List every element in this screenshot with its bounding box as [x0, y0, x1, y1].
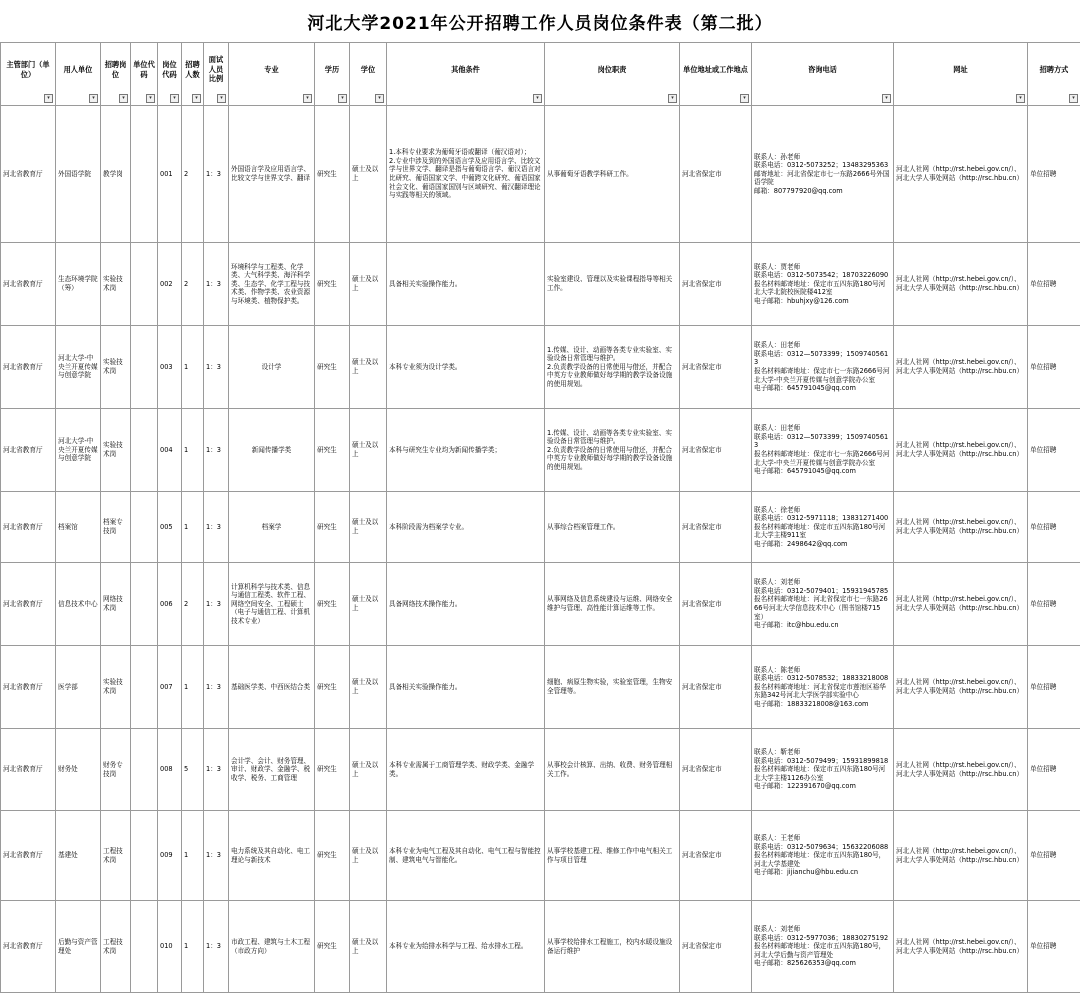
cell-duty: 1.传媒、设计、动画等各类专业实验室、实验设备日常管理与维护。 2.负责教学设备的日常使用与借还，并配合中英方专业教师做好每学期的教学设备设施的使用规划。 [545, 326, 680, 409]
cell-duty: 从事葡萄牙语教学科研工作。 [545, 106, 680, 243]
cell-major: 新闻传播学类 [229, 409, 315, 492]
cell-ratio: 1：3 [204, 901, 229, 993]
dropdown-arrow-icon[interactable]: ▾ [89, 94, 98, 103]
column-header [387, 43, 545, 106]
cell-duty: 从事综合档案管理工作。 [545, 492, 680, 563]
cell-ratio: 1：3 [204, 811, 229, 901]
column-header-label: 面试人员比例 [208, 55, 224, 84]
cell-post-code: 002 [158, 243, 182, 326]
cell-count: 1 [182, 646, 204, 729]
cell-duty: 从事校会计核算、出纳、收费、财务管理相关工作。 [545, 729, 680, 811]
cell-edu: 研究生 [315, 729, 350, 811]
dropdown-arrow-icon[interactable]: ▾ [146, 94, 155, 103]
cell-addr: 河北省保定市 [680, 646, 752, 729]
dropdown-arrow-icon[interactable]: ▾ [1016, 94, 1025, 103]
cell-method: 单位招聘 [1028, 729, 1080, 811]
table-row [1, 563, 1080, 646]
cell-major: 计算机科学与技术类、信息与通信工程类、软件工程、网络空间安全、工程硕士（电子与通信工程、计算机技术专业） [229, 563, 315, 646]
cell-dept: 河北省教育厅 [1, 106, 56, 243]
cell-count: 2 [182, 563, 204, 646]
cell-site: 河北人社网（http://rst.hebei.gov.cn/）、河北大学人事处网站（http://rsc.hbu.cn） [894, 646, 1028, 729]
cell-site: 河北人社网（http://rst.hebei.gov.cn/）、河北大学人事处网站（http://rsc.hbu.cn） [894, 901, 1028, 993]
column-header [350, 43, 387, 106]
cell-phone: 联系人：田老师 联系电话：0312—5073399；15097405613 报名材料邮寄地址：保定市七一东路2666号河北大学-中央兰开夏传媒与创意学院办公室 电子邮箱：645791045@qq.com [752, 326, 894, 409]
cell-unit: 档案馆 [56, 492, 101, 563]
cell-dept: 河北省教育厅 [1, 563, 56, 646]
column-header-label: 网址 [953, 64, 968, 74]
cell-phone: 联系人：徐老师 联系电话：0312-5971118；13831271400 报名材料邮寄地址：保定市五四东路180号河北大学主楼911室 电子邮箱：2498642@qq.com [752, 492, 894, 563]
cell-post: 财务专技岗 [101, 729, 131, 811]
cell-site: 河北人社网（http://rst.hebei.gov.cn/）、河北大学人事处网站（http://rsc.hbu.cn） [894, 811, 1028, 901]
cell-post-code: 009 [158, 811, 182, 901]
cell-other: 1.本科专业要求为葡萄牙语或翻译（葡汉语对）； 2.专业中涉及到的外国语言学及应用语言学、比较文学与世界文学、翻译是指与葡萄语言学、葡汉语言对比研究、葡语国家文学、中葡跨文化研究、葡语国家社会文化、葡语国家国别与区域研究、葡汉翻译理论与实践等相关的领域。 [387, 106, 545, 243]
cell-unit-code [131, 646, 158, 729]
cell-unit-code [131, 729, 158, 811]
dropdown-arrow-icon[interactable]: ▾ [1069, 94, 1078, 103]
cell-degree: 硕士及以上 [350, 106, 387, 243]
cell-count: 5 [182, 729, 204, 811]
column-header-label: 其他条件 [451, 64, 480, 74]
dropdown-arrow-icon[interactable]: ▾ [740, 94, 749, 103]
cell-major: 外国语言学及应用语言学、比较文学与世界文学、翻译 [229, 106, 315, 243]
column-header [204, 43, 229, 106]
cell-post: 工程技术岗 [101, 901, 131, 993]
column-header-label: 咨询电话 [808, 64, 837, 74]
cell-duty: 实验室建设、管理以及实验课程指导等相关工作。 [545, 243, 680, 326]
cell-other: 具备网络技术操作能力。 [387, 563, 545, 646]
cell-edu: 研究生 [315, 901, 350, 993]
cell-post: 实验技术岗 [101, 409, 131, 492]
cell-unit-code [131, 326, 158, 409]
cell-unit-code [131, 901, 158, 993]
cell-unit: 外国语学院 [56, 106, 101, 243]
dropdown-arrow-icon[interactable]: ▾ [170, 94, 179, 103]
cell-degree: 硕士及以上 [350, 409, 387, 492]
cell-unit: 财务处 [56, 729, 101, 811]
cell-site: 河北人社网（http://rst.hebei.gov.cn/）、河北大学人事处网站（http://rsc.hbu.cn） [894, 106, 1028, 243]
cell-count: 1 [182, 326, 204, 409]
cell-ratio: 1：3 [204, 646, 229, 729]
cell-count: 1 [182, 811, 204, 901]
cell-edu: 研究生 [315, 326, 350, 409]
cell-ratio: 1：3 [204, 563, 229, 646]
cell-unit-code [131, 563, 158, 646]
cell-post-code: 006 [158, 563, 182, 646]
cell-unit-code [131, 409, 158, 492]
cell-post: 实验技术岗 [101, 326, 131, 409]
cell-unit: 信息技术中心 [56, 563, 101, 646]
column-header-label: 学位 [360, 64, 376, 74]
cell-addr: 河北省保定市 [680, 106, 752, 243]
cell-unit: 河北大学-中央兰开夏传媒与创意学院 [56, 409, 101, 492]
cell-edu: 研究生 [315, 409, 350, 492]
column-header [680, 43, 752, 106]
column-header-label: 岗位职责 [597, 64, 627, 74]
dropdown-arrow-icon[interactable]: ▾ [303, 94, 312, 103]
cell-ratio: 1：3 [204, 326, 229, 409]
cell-dept: 河北省教育厅 [1, 243, 56, 326]
cell-addr: 河北省保定市 [680, 492, 752, 563]
cell-addr: 河北省保定市 [680, 409, 752, 492]
column-header-label: 学历 [324, 64, 340, 74]
cell-post: 档案专技岗 [101, 492, 131, 563]
cell-major: 设计学 [229, 326, 315, 409]
column-header [545, 43, 680, 106]
column-header [1028, 43, 1080, 106]
cell-site: 河北人社网（http://rst.hebei.gov.cn/）、河北大学人事处网站（http://rsc.hbu.cn） [894, 243, 1028, 326]
cell-method: 单位招聘 [1028, 563, 1080, 646]
cell-phone: 联系人：刘老师 联系电话：0312-5977036；18830275192 报名材料邮寄地址：保定市五四东路180号，河北大学后勤与资产管理处 电子邮箱：825626353@qq.com [752, 901, 894, 993]
column-header-label: 主管部门（单位） [6, 60, 50, 79]
cell-post: 实验技术岗 [101, 646, 131, 729]
cell-site: 河北人社网（http://rst.hebei.gov.cn/）、河北大学人事处网站（http://rsc.hbu.cn） [894, 326, 1028, 409]
column-header-label: 单位地址或工作地点 [683, 64, 748, 74]
cell-degree: 硕士及以上 [350, 901, 387, 993]
cell-degree: 硕士及以上 [350, 563, 387, 646]
cell-count: 1 [182, 901, 204, 993]
column-header-label: 岗位代码 [162, 60, 177, 79]
column-header-label: 单位代码 [133, 60, 155, 79]
cell-ratio: 1：3 [204, 243, 229, 326]
cell-post-code: 005 [158, 492, 182, 563]
cell-edu: 研究生 [315, 106, 350, 243]
cell-duty: 从事学校给排水工程施工，校内水暖设施设备运行维护 [545, 901, 680, 993]
dropdown-arrow-icon[interactable]: ▾ [192, 94, 201, 103]
cell-major: 会计学、会计、财务管理、审计、财政学、金融学、税收学、税务、工商管理 [229, 729, 315, 811]
cell-count: 2 [182, 106, 204, 243]
cell-phone: 联系人：贾老师 联系电话：0312-5073542；18703226090 报名材料邮寄地址：保定市五四东路180号河北大学北院校医院楼412室 电子邮箱：hbuhjxy@126.com [752, 243, 894, 326]
column-header [101, 43, 131, 106]
cell-other: 本科专业为给排水科学与工程、给水排水工程。 [387, 901, 545, 993]
cell-ratio: 1：3 [204, 729, 229, 811]
table-row [1, 409, 1080, 492]
cell-method: 单位招聘 [1028, 901, 1080, 993]
cell-edu: 研究生 [315, 563, 350, 646]
cell-edu: 研究生 [315, 646, 350, 729]
cell-phone: 联系人：田老师 联系电话：0312—5073399；15097405613 报名材料邮寄地址：保定市七一东路2666号河北大学-中央兰开夏传媒与创意学院办公室 电子邮箱：645791045@qq.com [752, 409, 894, 492]
cell-other: 本科专业须为设计学类。 [387, 326, 545, 409]
cell-count: 1 [182, 492, 204, 563]
table-row [1, 901, 1080, 993]
cell-post: 网络技术岗 [101, 563, 131, 646]
dropdown-arrow-icon[interactable]: ▾ [668, 94, 677, 103]
cell-post: 教学岗 [101, 106, 131, 243]
cell-dept: 河北省教育厅 [1, 811, 56, 901]
cell-addr: 河北省保定市 [680, 729, 752, 811]
cell-major: 档案学 [229, 492, 315, 563]
cell-count: 2 [182, 243, 204, 326]
column-header [752, 43, 894, 106]
cell-post-code: 010 [158, 901, 182, 993]
dropdown-arrow-icon[interactable]: ▾ [119, 94, 128, 103]
column-header [1, 43, 56, 106]
cell-major: 基础医学类、中西医结合类 [229, 646, 315, 729]
column-header [158, 43, 182, 106]
cell-dept: 河北省教育厅 [1, 409, 56, 492]
table-row [1, 326, 1080, 409]
column-header-label: 招聘人数 [185, 60, 200, 79]
cell-unit-code [131, 106, 158, 243]
cell-addr: 河北省保定市 [680, 811, 752, 901]
cell-addr: 河北省保定市 [680, 563, 752, 646]
cell-dept: 河北省教育厅 [1, 492, 56, 563]
cell-major: 市政工程、建筑与土木工程（市政方向） [229, 901, 315, 993]
cell-addr: 河北省保定市 [680, 326, 752, 409]
cell-post: 工程技术岗 [101, 811, 131, 901]
column-header [56, 43, 101, 106]
cell-phone: 联系人：陈老师 联系电话：0312-5078532；18833218008 报名材料邮寄地址：河北省保定市莲池区裕华东路342号河北大学医学部实验中心 电子邮箱：18833218008@163.com [752, 646, 894, 729]
cell-post-code: 001 [158, 106, 182, 243]
column-header-label: 招聘方式 [1039, 64, 1069, 74]
cell-major: 电力系统及其自动化、电工理论与新技术 [229, 811, 315, 901]
cell-degree: 硕士及以上 [350, 492, 387, 563]
column-header-label: 招聘岗位 [104, 60, 127, 79]
cell-major: 环境科学与工程类、化学类、大气科学类、海洋科学类、生态学、化学工程与技术类、作物学类、农业资源与环境类、植物保护类。 [229, 243, 315, 326]
cell-phone: 联系人：孙老师 联系电话：0312-5073252；13483295363 邮寄地址：河北省保定市七一东路2666号外国语学院 邮箱：807797920@qq.com [752, 106, 894, 243]
cell-phone: 联系人：刘老师 联系电话：0312-5079401；15931945785 报名材料邮寄地址：河北省保定市七一东路2666号河北大学信息技术中心（图书馆楼715室） 电子邮箱：itc@hbu.edu.cn [752, 563, 894, 646]
cell-duty: 从事网络及信息系统建设与运维、网络安全维护与管理、高性能计算运维等工作。 [545, 563, 680, 646]
column-header [315, 43, 350, 106]
cell-method: 单位招聘 [1028, 243, 1080, 326]
cell-unit: 后勤与资产管理处 [56, 901, 101, 993]
cell-other: 本科与研究生专业均为新闻传播学类； [387, 409, 545, 492]
cell-unit: 基建处 [56, 811, 101, 901]
cell-unit: 医学部 [56, 646, 101, 729]
cell-method: 单位招聘 [1028, 326, 1080, 409]
dropdown-arrow-icon[interactable]: ▾ [882, 94, 891, 103]
cell-duty: 细胞、病原生物实验，实验室管理，生物安全管理等。 [545, 646, 680, 729]
column-header-label: 用人单位 [63, 64, 93, 74]
table-row [1, 243, 1080, 326]
cell-phone: 联系人：王老师 联系电话：0312-5079634；15632206088 报名材料邮寄地址：保定市五四东路180号，河北大学基建处 电子邮箱：jijianchu@hbu.edu.cn [752, 811, 894, 901]
cell-degree: 硕士及以上 [350, 729, 387, 811]
cell-ratio: 1：3 [204, 409, 229, 492]
cell-other: 本科专业需属于工商管理学类、财政学类、金融学类。 [387, 729, 545, 811]
cell-site: 河北人社网（http://rst.hebei.gov.cn/）、河北大学人事处网站（http://rsc.hbu.cn） [894, 563, 1028, 646]
cell-degree: 硕士及以上 [350, 326, 387, 409]
sheet-title: 河北大学2021年公开招聘工作人员岗位条件表（第二批） [307, 13, 773, 34]
cell-degree: 硕士及以上 [350, 243, 387, 326]
cell-dept: 河北省教育厅 [1, 646, 56, 729]
cell-addr: 河北省保定市 [680, 901, 752, 993]
table-row [1, 492, 1080, 563]
cell-unit-code [131, 243, 158, 326]
cell-method: 单位招聘 [1028, 106, 1080, 243]
cell-edu: 研究生 [315, 492, 350, 563]
cell-method: 单位招聘 [1028, 492, 1080, 563]
cell-method: 单位招聘 [1028, 409, 1080, 492]
table-row [1, 811, 1080, 901]
table-row [1, 729, 1080, 811]
table-row [1, 646, 1080, 729]
cell-site: 河北人社网（http://rst.hebei.gov.cn/）、河北大学人事处网站（http://rsc.hbu.cn） [894, 409, 1028, 492]
cell-duty: 1.传媒、设计、动画等各类专业实验室、实验设备日常管理与维护。 2.负责教学设备的日常使用与借还，并配合中英方专业教师做好每学期的教学设备设施的使用规划。 [545, 409, 680, 492]
cell-post-code: 007 [158, 646, 182, 729]
cell-unit: 河北大学-中央兰开夏传媒与创意学院 [56, 326, 101, 409]
cell-other: 具备相关实验操作能力。 [387, 646, 545, 729]
cell-duty: 从事学校基建工程、维修工作中电气相关工作与项目管理 [545, 811, 680, 901]
cell-edu: 研究生 [315, 811, 350, 901]
column-header [182, 43, 204, 106]
cell-post-code: 008 [158, 729, 182, 811]
header-row [1, 43, 1080, 106]
cell-site: 河北人社网（http://rst.hebei.gov.cn/）、河北大学人事处网站（http://rsc.hbu.cn） [894, 729, 1028, 811]
cell-count: 1 [182, 409, 204, 492]
cell-method: 单位招聘 [1028, 646, 1080, 729]
cell-ratio: 1：3 [204, 492, 229, 563]
cell-edu: 研究生 [315, 243, 350, 326]
cell-phone: 联系人：靳老师 联系电话：0312-5079499；15931899818 报名材料邮寄地址：保定市五四东路180号河北大学主楼1126办公室 电子邮箱：122391670@qq.com [752, 729, 894, 811]
cell-site: 河北人社网（http://rst.hebei.gov.cn/）、河北大学人事处网站（http://rsc.hbu.cn） [894, 492, 1028, 563]
column-header [131, 43, 158, 106]
cell-dept: 河北省教育厅 [1, 901, 56, 993]
cell-post-code: 004 [158, 409, 182, 492]
cell-degree: 硕士及以上 [350, 811, 387, 901]
dropdown-arrow-icon[interactable]: ▾ [533, 94, 542, 103]
positions-table [0, 42, 1080, 993]
dropdown-arrow-icon[interactable]: ▾ [44, 94, 53, 103]
column-header [894, 43, 1028, 106]
cell-degree: 硕士及以上 [350, 646, 387, 729]
cell-unit-code [131, 492, 158, 563]
cell-unit-code [131, 811, 158, 901]
cell-post: 实验技术岗 [101, 243, 131, 326]
cell-other: 本科专业为电气工程及其自动化、电气工程与智能控制、建筑电气与智能化。 [387, 811, 545, 901]
cell-ratio: 1：3 [204, 106, 229, 243]
column-header-label: 专业 [264, 64, 279, 74]
cell-other: 具备相关实验操作能力。 [387, 243, 545, 326]
table-row [1, 106, 1080, 243]
cell-dept: 河北省教育厅 [1, 326, 56, 409]
cell-other: 本科阶段需为档案学专业。 [387, 492, 545, 563]
cell-dept: 河北省教育厅 [1, 729, 56, 811]
cell-addr: 河北省保定市 [680, 243, 752, 326]
dropdown-arrow-icon[interactable]: ▾ [338, 94, 347, 103]
dropdown-arrow-icon[interactable]: ▾ [375, 94, 384, 103]
column-header [229, 43, 315, 106]
cell-method: 单位招聘 [1028, 811, 1080, 901]
cell-unit: 生态环境学院（筹） [56, 243, 101, 326]
cell-post-code: 003 [158, 326, 182, 409]
dropdown-arrow-icon[interactable]: ▾ [217, 94, 226, 103]
